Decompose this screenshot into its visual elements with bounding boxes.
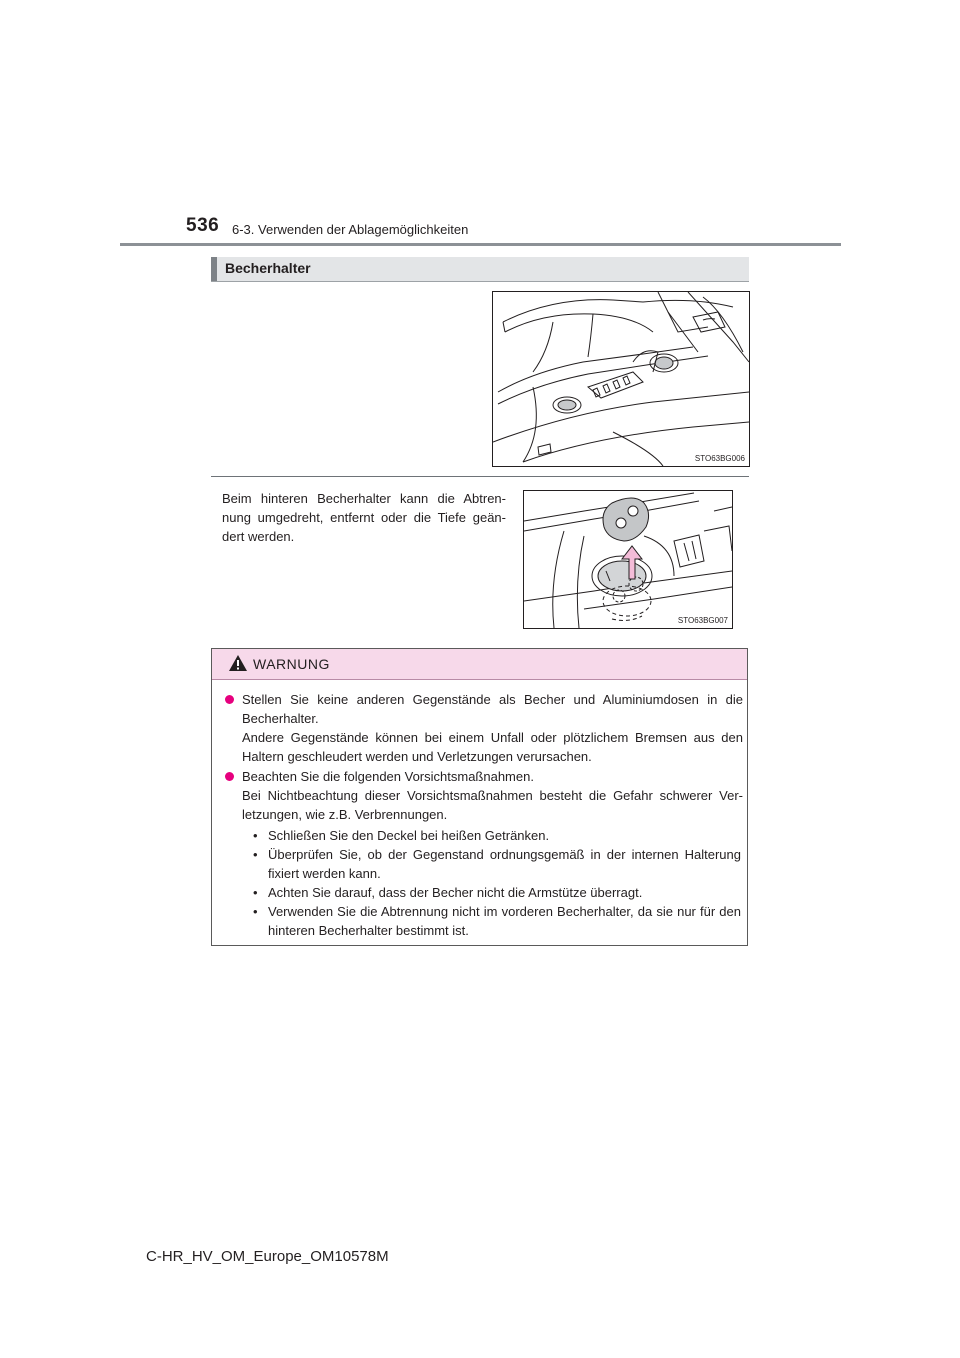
warning-item: [212, 767, 749, 824]
illustration-code: STO63BG007: [677, 616, 728, 625]
bullet-icon: •: [253, 885, 258, 900]
divider-drawing: [524, 491, 732, 628]
document-id: C-HR_HV_OM_Europe_OM10578M: [146, 1248, 389, 1265]
illustration-code: STO63BG006: [694, 454, 745, 463]
warning-box: [211, 648, 748, 946]
warning-header: [212, 649, 747, 680]
warning-item: [212, 690, 749, 766]
page-number: 536: [186, 215, 220, 236]
warning-item-line: Bei Nichtbeachtung dieser Vorsichtsmaßnahmen besteht die Gefahr schwerer Ver-letzungen, wie z.B. Verbrennungen.: [242, 788, 743, 822]
bullet-icon: •: [253, 847, 258, 862]
divider-illustration: [523, 490, 733, 629]
list-item: [252, 902, 741, 940]
section-heading: [211, 257, 749, 282]
list-item: [252, 826, 741, 845]
bullet-icon: •: [253, 904, 258, 919]
precaution-list: [212, 826, 749, 940]
list-item: [252, 883, 741, 902]
list-item-text: Verwenden Sie die Abtrennung nicht im vorderen Becherhalter, da sie nur für den hinteren Becherhalter bestimmt ist.: [268, 904, 741, 938]
bullet-icon: [225, 772, 234, 781]
console-drawing: [493, 292, 749, 466]
bullet-icon: [225, 695, 234, 704]
section-marker: [211, 257, 217, 281]
list-item-text: Schließen Sie den Deckel bei heißen Getränken.: [268, 828, 550, 843]
list-item: [252, 845, 741, 883]
warning-item-line: Andere Gegenstände können bei einem Unfall oder plötzlichem Bremsen aus den Haltern geschleudert werden und Verletzungen verursachen.: [242, 730, 743, 764]
warning-item-line: Stellen Sie keine anderen Gegenstände als Becher und Aluminiumdosen in die Becherhalter.: [242, 692, 743, 726]
warning-item-line: Beachten Sie die folgenden Vorsichtsmaßnahmen.: [242, 769, 534, 784]
list-item-text: Überprüfen Sie, ob der Gegenstand ordnungsgemäß in der internen Halterung fixiert werden kann.: [268, 847, 741, 881]
bullet-icon: •: [253, 828, 258, 843]
warning-icon: [228, 654, 248, 672]
warning-label: WARNUNG: [253, 656, 330, 672]
body-text: Beim hinteren Becherhalter kann die Abtren-nung umgedreht, entfernt oder die Tiefe geän-dert werden.: [222, 491, 506, 544]
section-divider: [211, 476, 749, 477]
list-item-text: Achten Sie darauf, dass der Becher nicht die Armstütze überragt.: [268, 885, 643, 900]
chapter-title: 6-3. Verwenden der Ablagemöglichkeiten: [232, 222, 469, 237]
section-title: Becherhalter: [225, 260, 311, 276]
header-rule: [120, 243, 841, 246]
console-illustration: [492, 291, 750, 467]
